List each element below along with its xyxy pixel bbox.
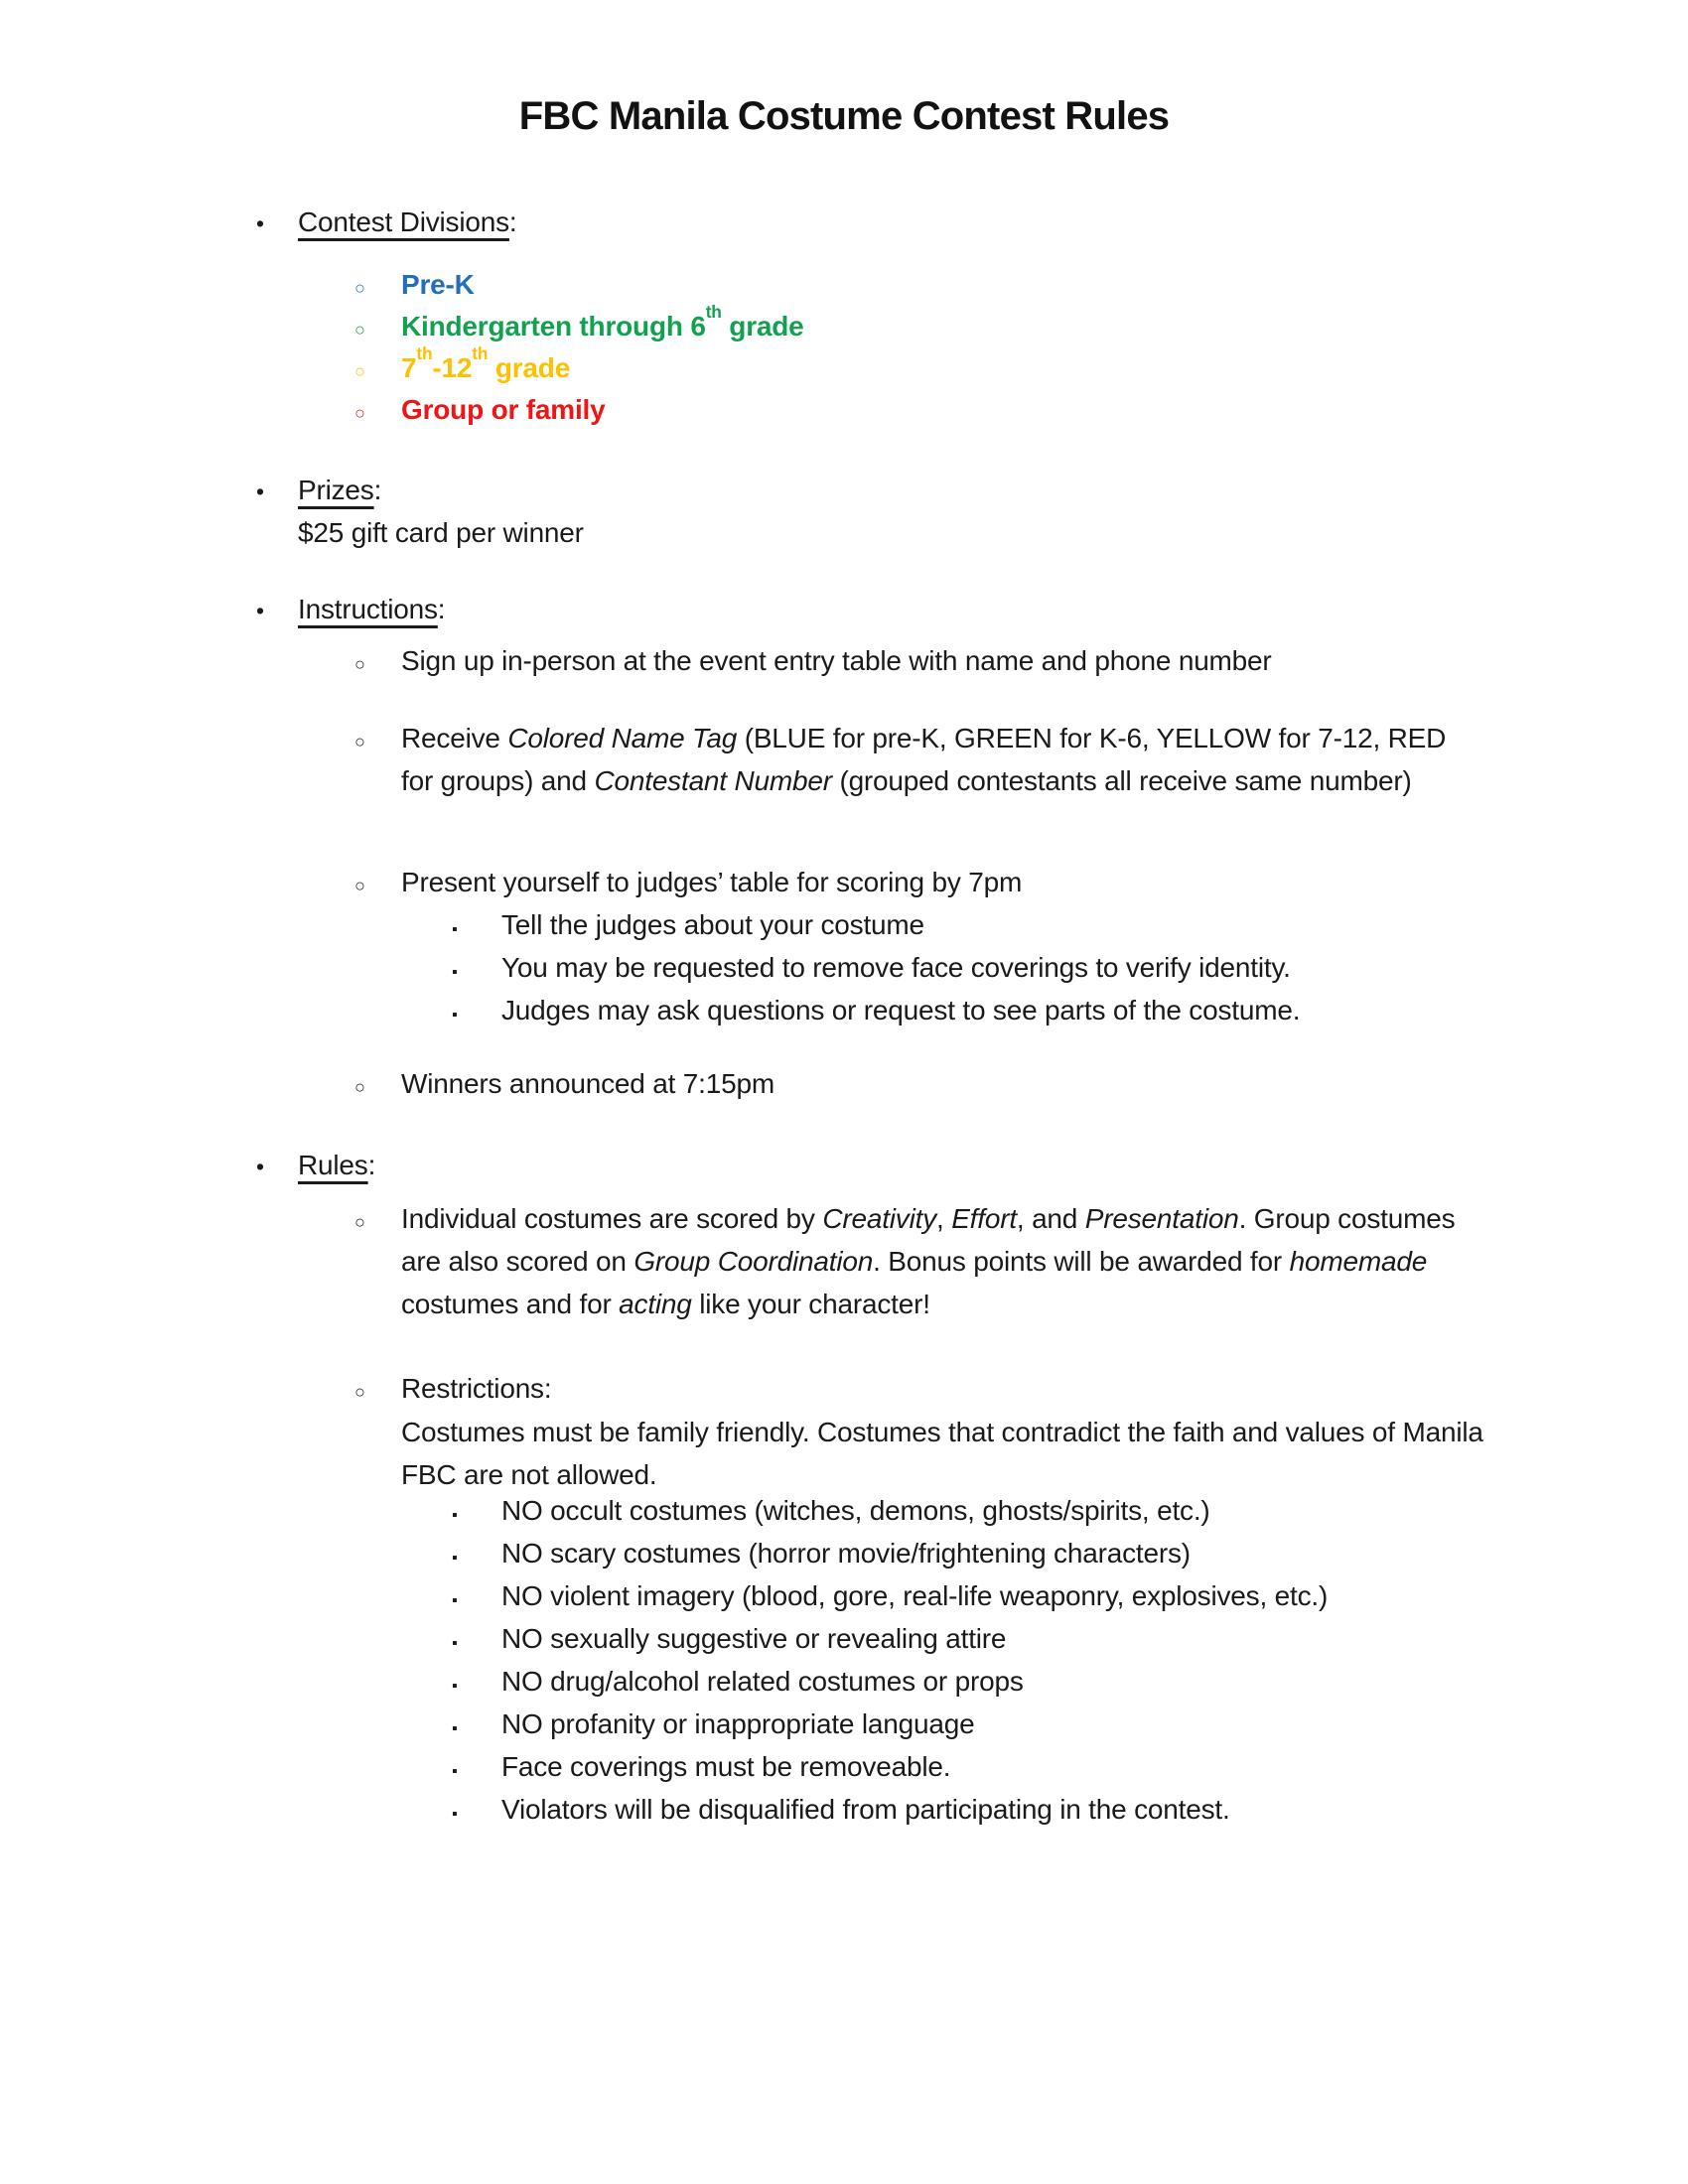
restriction-text: NO violent imagery (blood, gore, real-life weaponry, explosives, etc.) [501,1580,1329,1611]
section-prizes-heading [256,470,381,512]
bullet-square-icon: ▪ [452,1763,458,1780]
colored-name-tag-italic: Colored Name Tag [507,723,738,753]
division-7-12-label [401,342,571,389]
scoring-text [401,1197,1483,1325]
section-instructions-heading [256,589,445,631]
bullet-level1-icon: • [256,210,264,236]
receive-text-part: (grouped contestants all receive same number) [831,765,1412,796]
bullet-square-icon: ▪ [452,1007,458,1024]
restriction-item [452,1490,1210,1537]
section-heading-text [298,470,381,511]
division-item-pre-k [354,264,475,309]
g7-12-text-tail: grade [488,352,571,383]
restriction-item [452,1704,974,1750]
rule-item-restrictions-heading [354,1368,551,1413]
scoring-text-part: , and [1016,1203,1085,1234]
bullet-square-icon: ▪ [452,964,458,981]
rules-label: Rules [298,1150,368,1180]
bullet-circle-icon: ○ [354,278,365,298]
bullet-circle-icon: ○ [354,876,365,895]
winners-text: Winners announced at 7:15pm [401,1068,774,1099]
present-text: Present yourself to judges’ table for scoring by 7pm [401,867,1023,897]
present-sub-text: Tell the judges about your costume [501,909,924,940]
bullet-circle-icon: ○ [354,1212,365,1232]
scoring-text-part: . Bonus points will be awarded for [873,1246,1290,1277]
heading-colon: : [508,206,517,237]
bullet-circle-icon: ○ [354,1382,365,1402]
k6-ordinal-suffix: th [705,301,722,322]
division-pre-k-label: Pre-K [401,269,475,300]
presentation-italic: Presentation [1084,1203,1239,1234]
g12-ordinal-suffix: th [472,342,489,363]
instructions-label: Instructions [298,594,438,624]
division-item-7-12 [354,342,571,392]
section-rules-heading [256,1145,375,1187]
bullet-circle-icon: ○ [354,320,365,340]
instruction-item-present [354,862,1483,906]
restrictions-heading-text: Restrictions: [401,1373,552,1404]
instruction-item-sign-up [354,640,1483,685]
restriction-item [452,1661,1024,1707]
bullet-square-icon: ▪ [452,1678,458,1695]
bullet-square-icon: ▪ [452,1720,458,1737]
restriction-item [452,1746,950,1793]
section-contest-divisions-heading [256,202,517,244]
creativity-italic: Creativity [822,1203,937,1234]
bullet-circle-icon: ○ [354,1077,365,1097]
restrictions-intro-text: Costumes must be family friendly. Costumes that contradict the faith and values of Manila FBC are not allowed. [401,1417,1483,1490]
division-group-label: Group or family [401,394,606,425]
bullet-square-icon: ▪ [452,1507,458,1524]
prize-value: $25 gift card per winner [298,517,584,548]
bullet-square-icon: ▪ [452,921,458,938]
g7-ordinal-suffix: th [416,342,433,363]
restriction-text: NO profanity or inappropriate language [501,1708,975,1739]
scoring-text-part: costumes and for [401,1289,620,1319]
rule-item-scoring [354,1197,1483,1325]
receive-text-part: Receive [401,723,508,753]
bullet-square-icon: ▪ [452,1550,458,1567]
bullet-square-icon: ▪ [452,1592,458,1609]
homemade-italic: homemade [1289,1246,1428,1277]
heading-colon: : [437,594,446,624]
instruction-item-receive [354,717,1483,802]
k6-text-tail: grade [721,311,804,341]
section-heading-text [298,1145,375,1186]
restriction-text: NO sexually suggestive or revealing attire [501,1623,1007,1654]
bullet-square-icon: ▪ [452,1635,458,1652]
instruction-item-winners [354,1063,774,1108]
restriction-item [452,1789,1230,1836]
restriction-text: Violators will be disqualified from participating in the contest. [501,1794,1230,1825]
sign-up-text: Sign up in-person at the event entry table with name and phone number [401,645,1272,676]
scoring-text-part: , [936,1203,952,1234]
section-heading-text [298,589,445,630]
g7-text: 7 [401,352,417,383]
scoring-text-part: . Group costumes are also scored on [401,1203,1456,1277]
present-sub-item [452,947,1291,994]
restriction-item [452,1533,1191,1579]
restriction-text: Face coverings must be removeable. [501,1751,951,1782]
bullet-circle-icon: ○ [354,361,365,381]
heading-colon: : [367,1150,376,1180]
heading-colon: : [373,475,382,505]
restriction-text: NO scary costumes (horror movie/frightening characters) [501,1538,1191,1569]
present-sub-item [452,904,924,951]
group-coordination-italic: Group Coordination [633,1246,874,1277]
bullet-circle-icon: ○ [354,732,365,751]
contest-divisions-label: Contest Divisions [298,206,509,237]
present-sub-text: Judges may ask questions or request to see parts of the costume. [501,995,1301,1025]
contestant-number-italic: Contestant Number [594,765,832,796]
bullet-circle-icon: ○ [354,403,365,423]
restriction-item [452,1618,1006,1665]
receive-text [401,717,1483,802]
present-sub-item [452,990,1300,1036]
prizes-label: Prizes [298,475,374,505]
bullet-square-icon: ▪ [452,1806,458,1823]
k6-text: Kindergarten through 6 [401,311,706,341]
division-item-group [354,389,605,434]
bullet-circle-icon: ○ [354,654,365,674]
bullet-level1-icon: • [256,1154,264,1179]
effort-italic: Effort [951,1203,1017,1234]
scoring-text-part: Individual costumes are scored by [401,1203,823,1234]
division-k6-label [401,301,804,347]
g12-text: -12 [432,352,473,383]
restriction-text: NO drug/alcohol related costumes or props [501,1666,1024,1697]
acting-italic: acting [619,1289,692,1319]
restriction-text: NO occult costumes (witches, demons, ghosts/spirits, etc.) [501,1495,1210,1526]
receive-text-part: (BLUE for pre-K, GREEN for K-6, YELLOW for 7-12, RED for groups) and [401,723,1447,796]
section-heading-text [298,202,517,243]
restriction-item [452,1575,1328,1622]
scoring-text-part: like your character! [691,1289,930,1319]
bullet-level1-icon: • [256,598,264,623]
prize-text [298,512,584,554]
restrictions-intro [401,1411,1483,1496]
page-title: FBC Manila Costume Contest Rules [518,94,1170,138]
present-sub-text: You may be requested to remove face coverings to verify identity. [501,952,1291,983]
bullet-level1-icon: • [256,478,264,504]
